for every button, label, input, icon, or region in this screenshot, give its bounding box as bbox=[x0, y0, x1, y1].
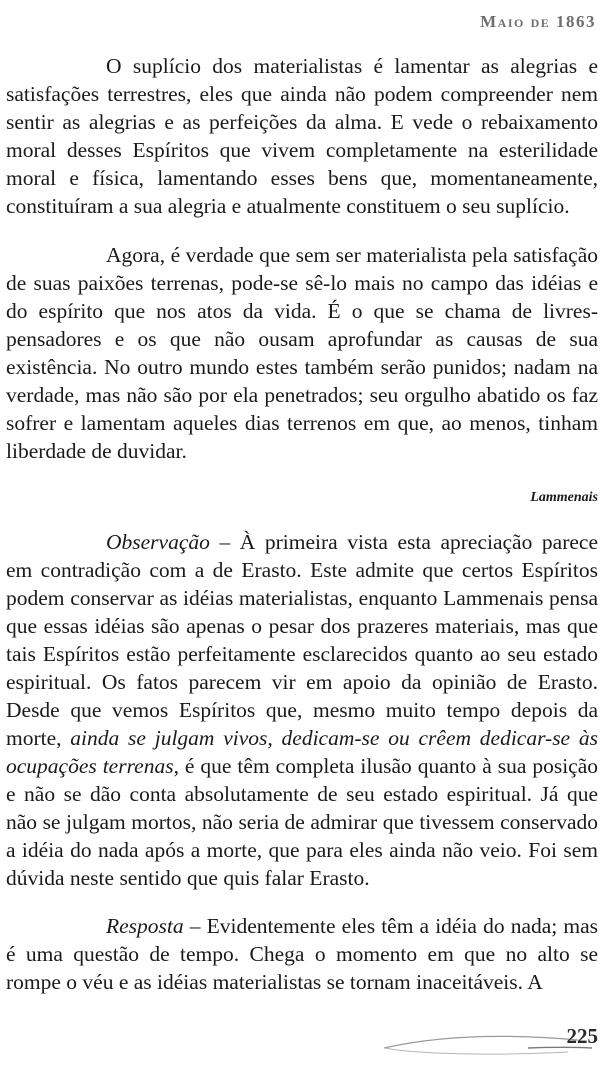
observacao-label: Observação bbox=[106, 530, 210, 554]
signature: Lammenais bbox=[530, 490, 598, 505]
resposta-text: – Evidentemente eles têm a idéia do nada; mas é uma questão de tempo. Chega o momento em que no alto se rompe o véu e as idéias materialistas se tornam inaceitáveis. A bbox=[6, 914, 598, 994]
page-body bbox=[6, 52, 598, 996]
swoosh-ornament-icon bbox=[378, 1020, 598, 1060]
observacao-italic: ainda se julgam vivos, dedicam-se ou crêem dedicar-se às ocupações terrenas bbox=[6, 726, 598, 778]
paragraph-2: Agora, é verdade que sem ser materialista pela satisfação de suas paixões terrenas, pode-se sê-lo mais no campo das idéias e do espírito que nos atos da vida. É o que se chama de livres-pensadores e os que não ousam aprofundar as causas de sua existência. No outro mundo estes também serão punidos; nadam na verdade, mas não são por ela penetrados; seu orgulho abatido os faz sofrer e lamentam aqueles dias terrenos em que, ao menos, tinham liberdade de duvidar. bbox=[6, 243, 598, 463]
resposta-label: Resposta bbox=[106, 914, 184, 938]
folio bbox=[378, 1020, 598, 1060]
page-number: 225 bbox=[566, 1024, 598, 1048]
paragraph-1: O suplício dos materialistas é lamentar as alegrias e satisfações terrestres, eles que ainda não podem compreender nem sentir as alegrias e as perfeições da alma. E vede o rebaixamento moral desses Espíritos que vivem completamente na esterilidade moral e física, lamentando esses bens que, momentaneamente, constituíram a sua alegria e atualmente constituem o seu suplício. bbox=[6, 54, 598, 218]
observacao-text-2: , é que têm completa ilusão quanto à sua posição e não se dão conta absolutamente de seu estado espiritual. Já que não se julgam mortos, não seria de admirar que tivessem conservado a idéia do nada após a morte, que para eles ainda não veio. Foi sem dúvida neste sentido que quis falar Erasto. bbox=[6, 754, 599, 890]
observacao-text-1: – À primeira vista esta apreciação parece em contradição com a de Erasto. Este admite que certos Espíritos podem conservar as idéias materialistas, enquanto Lammenais pensa que essas idéias são apenas o pesar dos prazeres materiais, mas que tais Espíritos estão perfeitamente esclarecidos quanto ao seu estado espiritual. Os fatos parecem vir em apoio da opinião de Erasto. Desde que vemos Espíritos que, mesmo muito tempo depois da morte, bbox=[6, 530, 598, 750]
running-head: Maio de 1863 bbox=[480, 12, 596, 31]
paragraph-observacao bbox=[6, 528, 598, 892]
paragraph-resposta bbox=[6, 912, 598, 996]
